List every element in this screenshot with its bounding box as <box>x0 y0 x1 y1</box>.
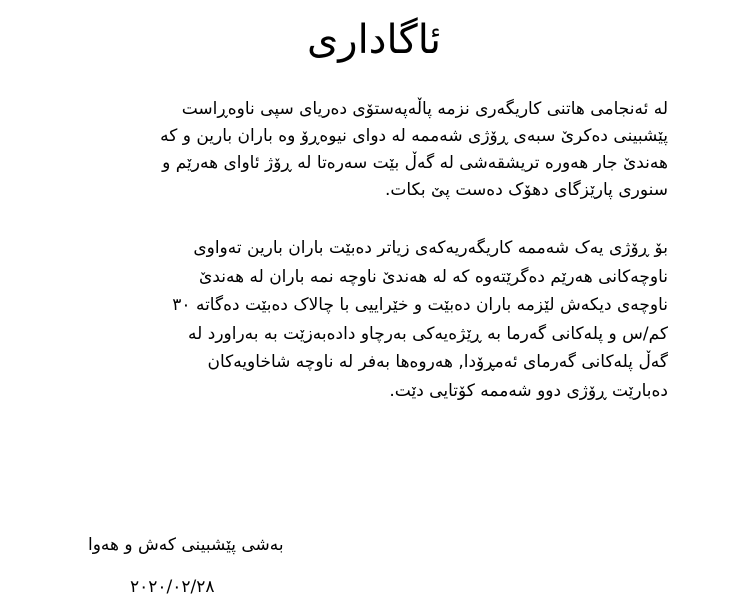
signature-department: بەشی پێشبینی کەش و هەوا <box>88 535 284 555</box>
page-title: ئاگاداری <box>306 17 442 63</box>
paragraph-line: ناوچەکانی هەرێم دەگرێتەوە کە لە هەندێ ناوچە نمە باران لە هەندێ <box>199 266 668 287</box>
paragraph-line: هەندێ جار هەورە تریشقەشی لە گەڵ بێت سەرەتا لە ڕۆژ ئاوای هەرێم و <box>162 153 668 173</box>
paragraph-line: پێشبینی دەکرێ سبەی ڕۆژی شەممە لە دوای نیوەڕۆ وە باران بارین و کە <box>160 126 668 146</box>
document-date: ٢٠٢٠/٠٢/٢٨ <box>130 577 215 597</box>
paragraph-line: بۆ ڕۆژی یەک شەممە کاریگەریەکەی زیاتر دەبێت باران بارین تەواوی <box>193 238 668 258</box>
paragraph-line: لە ئەنجامی هاتنی کاریگەری نزمە پاڵەپەستۆی دەریای سپی ناوەڕاست <box>181 99 668 119</box>
paragraph-line: دەبارێت ڕۆژی دوو شەممە کۆتایی دێت. <box>389 380 668 401</box>
paragraph-forecast-sunday <box>83 234 668 405</box>
paragraph-line: ناوچەی دیکەش لێزمە باران دەبێت و خێراییی با چالاک دەبێت دەگاتە ٣٠ <box>172 295 668 315</box>
paragraph-line: گەڵ پلەکانی گەرمای ئەمڕۆدا, هەروەها بەفر لە ناوچە شاخاویەکان <box>207 352 668 372</box>
paragraph-line: سنوری پارێزگای دهۆک دەست پێ بکات. <box>384 180 668 200</box>
paragraph-forecast-saturday <box>83 96 668 204</box>
paragraph-line: کم/س و پلەکانی گەرما بە ڕێژەیەکی بەرچاو دادەبەزێت بە بەراورد لە <box>188 323 668 344</box>
